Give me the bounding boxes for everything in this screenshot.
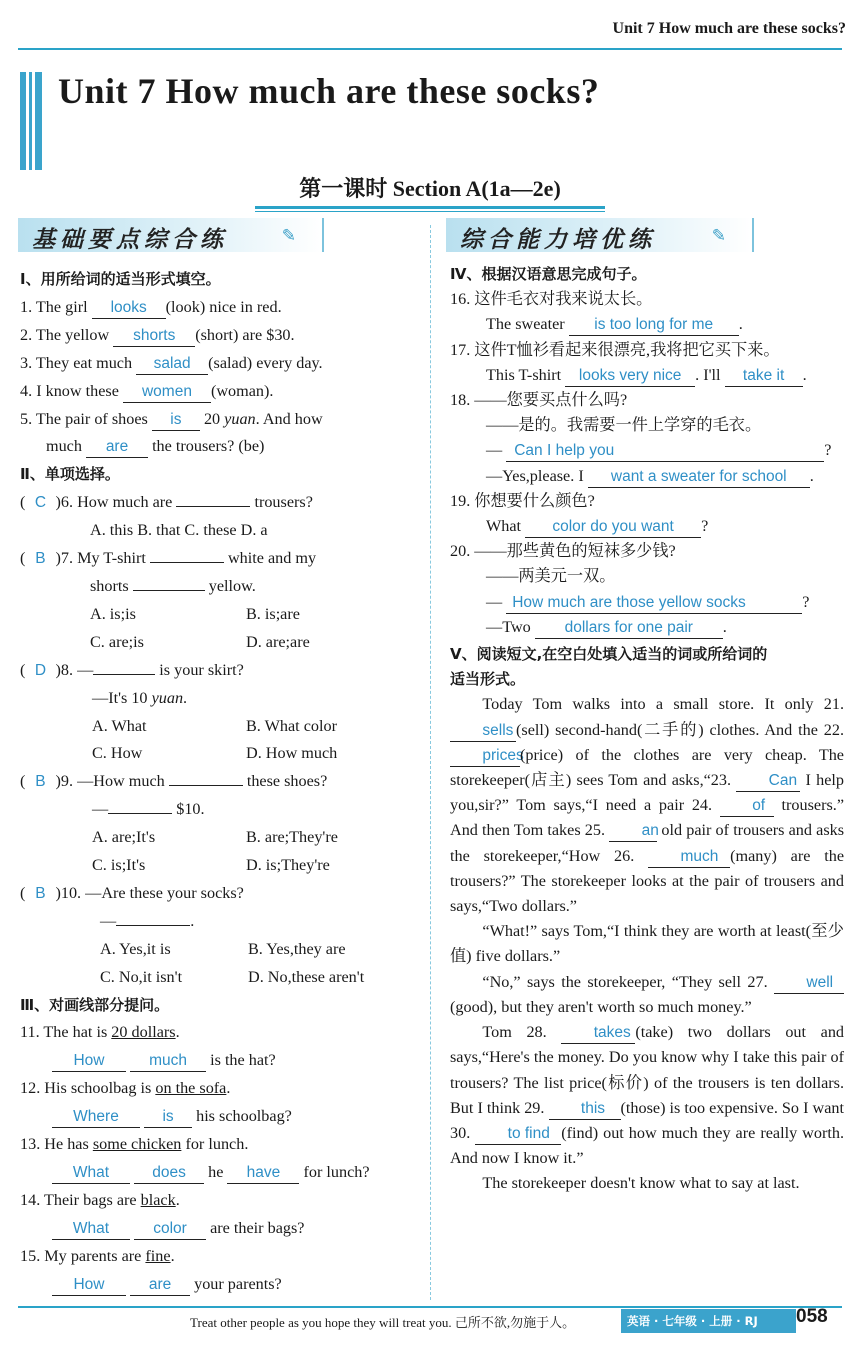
options: C. is;It's D. is;They're [92,856,330,875]
question-8: ( D )8. — is your skirt? [20,657,420,685]
lesson-title: 第一课时 Section A(1a—2e) [299,176,561,201]
options: A. What B. What color [92,716,337,735]
answer: How [52,1275,126,1296]
options: A. is;is B. is;are [90,604,300,623]
options: A. are;It's B. are;They're [92,828,338,847]
answer: Where [52,1107,140,1128]
answer: take it [725,366,803,387]
pencil-icon: ✎ [711,226,726,245]
question-20-answer2: —Two dollars for one pair . [450,615,844,640]
answer-line: What color are their bags? [20,1215,420,1243]
question-19: 19. 你想要什么颜色? [450,491,595,510]
question-3: 3. They eat much salad (salad) every day. [20,350,420,378]
answer: does [134,1163,204,1184]
banner-advanced [446,218,754,252]
passage-paragraph-4: Tom 28. takes (take) two dollars out and says,“Here's the money. Do you know why I take this pair of trousers? The list price(标价) of the trousers is ten dollars. But I think 29. this (those) is too expensive. So I want 30. to find (find) out how much they are really worth. And now I know it.” [450,1023,845,1168]
question-16: 16. 这件毛衣对我来说太长。 [450,290,653,309]
question-14: 14. Their bags are black. [20,1190,180,1209]
answer: What [52,1219,130,1240]
answer: Can I help you [506,441,824,462]
question-17: 17. 这件T恤衫看起来很漂亮,我将把它买下来。 [450,340,780,359]
banner-advanced-text: 综合能力培优练 [460,227,656,253]
question-9: ( B )9. —How much these shoes? [20,768,420,796]
answer: B [35,550,46,568]
running-header: Unit 7 How much are these socks? [612,20,846,37]
options: C. No,it isn't D. No,these aren't [100,967,365,986]
answer: is too long for me [569,315,739,336]
question-18-answer: — Can I help you ? [450,438,844,463]
question-20: 20. ——那些黄色的短袜多少钱? [450,542,676,561]
answer-line: How are your parents? [20,1271,420,1299]
question-12: 12. His schoolbag is on the sofa. [20,1079,231,1098]
question-10-cont: — . [20,908,420,936]
options: C. How D. How much [92,744,338,763]
left-column [20,266,420,1299]
section-heading: Ⅰ、用所给词的适当形式填空。 [20,270,221,288]
answer: B [35,773,46,791]
question-11: 11. The hat is 20 dollars. [20,1023,180,1042]
answer: much [130,1051,206,1072]
question-5-cont: much are the trousers? (be) [20,433,420,461]
answer: salad [136,354,208,375]
section-heading: Ⅲ、对画线部分提问。 [20,995,170,1014]
section-heading: Ⅴ、阅读短文,在空白处填入适当的词或所给词的 [450,645,768,664]
answer: to find [475,1124,561,1145]
question-1: 1. The girl looks (look) nice in red. [20,294,420,322]
question-17-answer: This T-shirt looks very nice . I'll take it . [450,363,844,388]
answer: of [720,796,774,817]
question-5: 5. The pair of shoes is 20 yuan. And how [20,406,420,434]
question-18: 18. ——您要买点什么吗? [450,391,628,410]
footer-motto: Treat other people as you hope they will treat you. 己所不欲,勿施于人。 [190,1315,576,1330]
question-2: 2. The yellow shorts (short) are $30. [20,322,420,350]
answer: takes [561,1023,635,1044]
lesson-rule-thin [255,211,605,212]
question-10: ( B )10. —Are these your socks? [20,883,244,902]
passage-paragraph-2: “What!” says Tom,“I think they are worth at least(至少值) five dollars.” [450,922,844,966]
page-title: Unit 7 How much are these socks? [58,71,600,111]
options: C. are;is D. are;are [90,632,310,651]
question-8-cont: —It's 10 yuan. [92,688,188,707]
question-19-answer: What color do you want ? [450,514,844,539]
answer: is [144,1107,192,1128]
answer: What [52,1163,130,1184]
question-6: ( C )6. How much are trousers? [20,489,420,517]
answer: color do you want [525,517,701,538]
options: A. this B. that C. these D. a [90,521,268,540]
answer: want a sweater for school [588,467,810,488]
answer-line: Where is his schoolbag? [20,1103,420,1131]
section-heading: Ⅱ、单项选择。 [20,465,120,484]
passage-paragraph-5: The storekeeper doesn't know what to say at last. [482,1174,800,1193]
question-20-cn: ——两美元一双。 [486,567,616,586]
answer-line: What does he have for lunch? [20,1159,420,1187]
answer: are [130,1275,190,1296]
answer: dollars for one pair [535,618,723,639]
answer: B [35,884,46,902]
answer: sells [450,721,516,742]
answer: much [648,847,730,868]
answer: C [34,494,47,512]
question-16-answer: The sweater is too long for me . [450,312,844,337]
question-20-answer: — How much are those yellow socks ? [450,590,844,615]
banner-basic-text: 基础要点综合练 [32,227,228,253]
question-7: ( B )7. My T-shirt white and my [20,545,420,573]
answer: well [774,973,844,994]
answer: color [134,1219,206,1240]
column-divider [430,225,431,1300]
passage-paragraph-1: Today Tom walks into a small store. It only 21. sells (sell) second-hand(二手的) clothes. And the 22. prices(price) of the clothes are very cheap. The storekeeper(店主) sees Tom and asks,“23. Can I help you,sir?” Tom says,“I need a pair 24. of trousers.” And then Tom takes 25. an old pair of trousers and asks the storekeeper,“How 26. much (many) are the trousers?” The storekeeper looks at the pair of trousers and says,“Two dollars.” [450,695,845,916]
options: A. Yes,it is B. Yes,they are [100,939,346,958]
answer: prices [450,746,520,767]
answer: this [549,1099,621,1120]
passage-paragraph-3: “No,” says the storekeeper, “They sell 27. well(good), but they aren't worth so much money.” [450,970,844,1020]
footer-rule [18,1306,842,1308]
title-bars-decoration [20,72,42,170]
answer: D [34,661,47,679]
answer: How [52,1051,126,1072]
answer: have [227,1163,299,1184]
banner-basic [18,218,324,252]
question-9-cont: — $10. [20,796,420,824]
right-column [450,262,844,1197]
answer: an [609,821,657,842]
question-18-cn: ——是的。我需要一件上学穿的毛衣。 [486,416,762,435]
lesson-rule [255,206,605,209]
question-15: 15. My parents are fine. [20,1246,175,1265]
header-rule [18,48,842,50]
answer: shorts [113,326,195,347]
footer-badge: 英语 · 七年级 · 上册 · RJ [621,1309,796,1333]
answer: is [152,410,200,431]
answer: women [123,382,211,403]
question-4: 4. I know these women (woman). [20,378,420,406]
question-13: 13. He has some chicken for lunch. [20,1135,249,1154]
answer: Can [736,771,800,792]
question-18-answer2: —Yes,please. I want a sweater for school . [450,464,844,489]
answer-line: How much is the hat? [20,1047,420,1075]
pencil-icon: ✎ [281,226,296,245]
page-number: 058 [796,1306,828,1327]
answer: looks very nice [565,366,695,387]
section-heading: Ⅳ、根据汉语意思完成句子。 [450,265,647,283]
answer: How much are those yellow socks [506,593,802,614]
question-7-cont: shorts yellow. [20,573,420,601]
answer: are [86,437,148,458]
answer: looks [92,298,166,319]
section-heading-cont: 适当形式。 [450,670,526,689]
